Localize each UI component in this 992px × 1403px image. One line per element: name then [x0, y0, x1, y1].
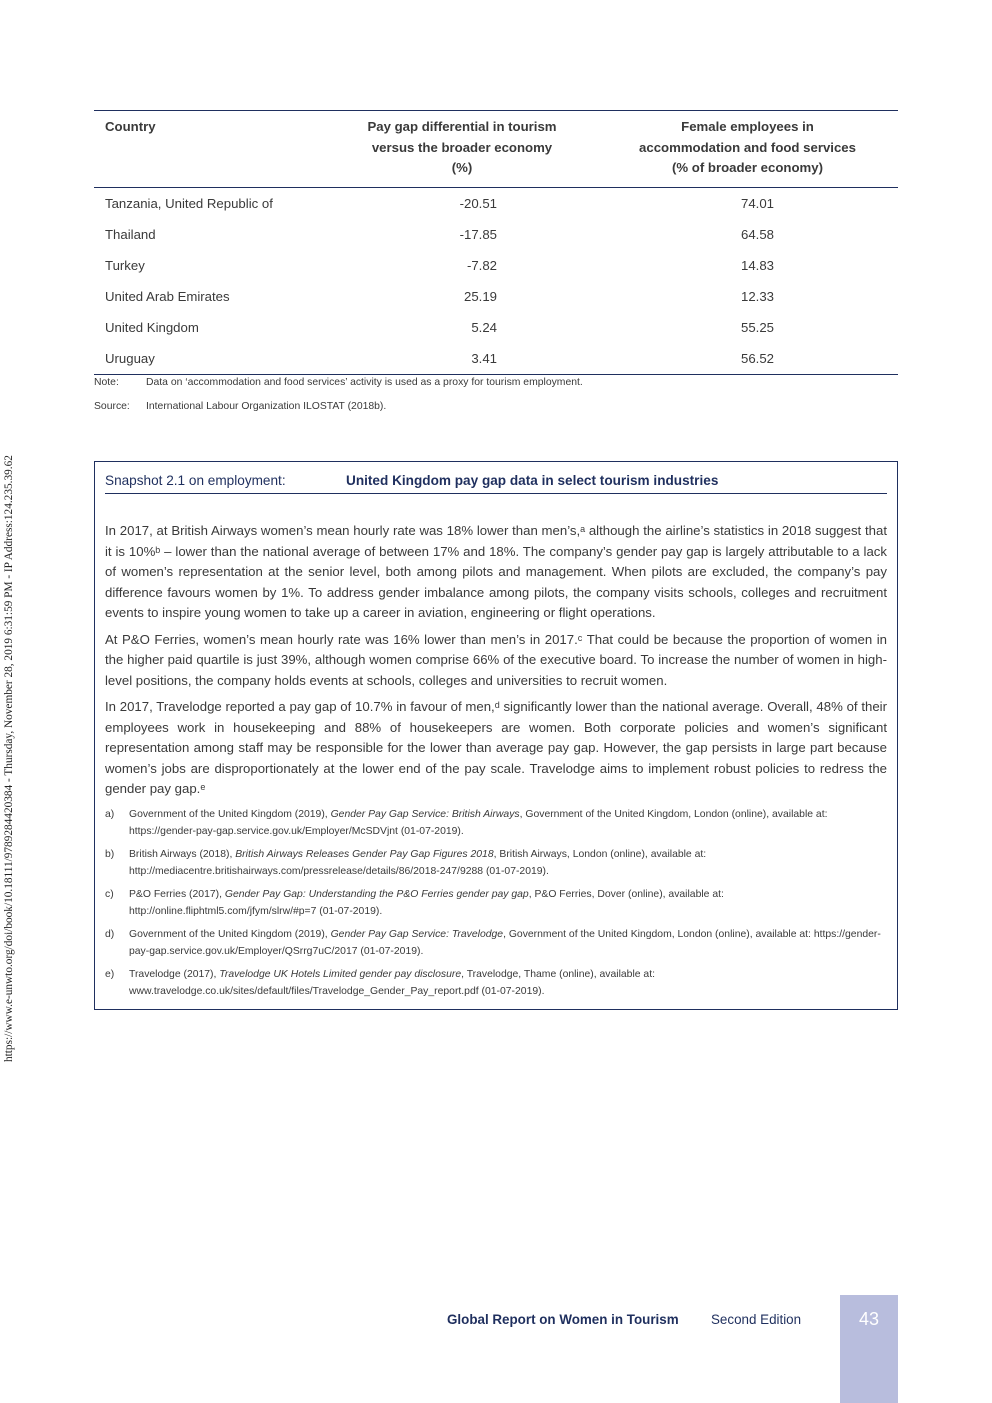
- snapshot-body: [105, 521, 887, 806]
- table-note: [94, 377, 583, 388]
- footnote-item: c) P&O Ferries (2017), Gender Pay Gap: Understanding the P&O Ferries gender pay gap, P&O Ferries, Dover (online), available at: http://online.fliphtml5.com/jfym/slrw/#p=7 (01-07-2019).: [105, 889, 724, 917]
- cell-female: 74.01: [740, 195, 774, 211]
- cell-pay-gap: 3.41: [327, 343, 597, 375]
- cell-female: 56.52: [597, 343, 898, 375]
- cell-female: 64.58: [740, 226, 774, 242]
- snapshot-box: [94, 461, 898, 1010]
- source-text: International Labour Organization ILOSTAT (2018b).: [146, 401, 387, 412]
- cell-pay-gap: 5.24: [471, 320, 497, 336]
- table-row: [94, 187, 898, 219]
- source-label: Source:: [94, 401, 130, 412]
- cell-country: United Arab Emirates: [105, 288, 230, 304]
- cell-pay-gap: -17.85: [459, 226, 497, 242]
- table-row: [94, 250, 898, 281]
- paragraph-british-airways: In 2017, at British Airways women’s mean hourly rate was 18% lower than men’s,ᵃ although the airline’s statistics in 2018 suggest that it is 10%ᵇ – lower than the national average of between 17% and 18%. The company’s gender pay gap is largely attributable to a lack of women’s representation at the senior level, both among pilots and management. When pilots are excluded, the company’s pay difference favours women by 1%. To address gender imbalance among pilots, the company visits schools, colleges and recruitment events to inspire young women to take up a career in aviation, engineering or flight operations.: [105, 523, 887, 620]
- cell-pay-gap: 25.19: [463, 288, 497, 304]
- paragraph-travelodge: In 2017, Travelodge reported a pay gap of 10.7% in favour of men,ᵈ significantly lower than the national average. Overall, 48% of their employees work in housekeeping and 88% of housekeepers are women. Both corporate policies and women’s significant representation among staff may be responsible for the lower than average pay gap. However, the gap persists in large part because women’s jobs are disproportionately at the lower end of the pay scale. Travelodge aims to implement robust policies to redress the gender pay gap.ᵉ: [105, 699, 887, 796]
- note-text: Data on ‘accommodation and food services’ activity is used as a proxy for tourism employment.: [146, 377, 583, 388]
- cell-country: Uruguay: [94, 343, 327, 375]
- cell-female: 55.25: [740, 320, 774, 336]
- cell-country: Thailand: [105, 226, 156, 242]
- snapshot-header: [105, 473, 887, 494]
- snapshot-label: Snapshot 2.1 on employment:: [105, 473, 286, 488]
- side-watermark-url: https://www.e-unwto.org/doi/book/10.18111/9789284420384 - Thursday, November 28, 2019 6:31:59 PM - IP Address:124.235.39.62: [3, 455, 15, 1062]
- cell-pay-gap: -20.51: [459, 195, 497, 211]
- table-source: [94, 401, 386, 412]
- table-header-row: [94, 111, 898, 188]
- footnote-item: d) Government of the United Kingdom (2019), Gender Pay Gap Service: Travelodge, Government of the United Kingdom, London (online), available at: https://gender-pay-gap.service.gov.uk/Employer/QSrrg7uC/2017 (01-07-2019).: [105, 929, 881, 957]
- cell-country: United Kingdom: [105, 320, 199, 336]
- snapshot-title: United Kingdom pay gap data in select tourism industries: [346, 473, 719, 488]
- pay-gap-table: [94, 110, 898, 375]
- cell-female: 14.83: [740, 257, 774, 273]
- footer-report-title: Global Report on Women in Tourism: [447, 1312, 679, 1327]
- table-row: [94, 312, 898, 343]
- table-row: [94, 219, 898, 250]
- footer-edition: Second Edition: [711, 1312, 802, 1327]
- footnote-item: e) Travelodge (2017), Travelodge UK Hotels Limited gender pay disclosure, Travelodge, Thame (online), available at: www.travelodge.co.uk/sites/default/files/Travelodge_Gender_Pay_report.pdf (01-07-2019).: [105, 969, 655, 997]
- header-country: Country: [94, 111, 327, 188]
- cell-country: Turkey: [105, 257, 145, 273]
- note-label: Note:: [94, 377, 119, 388]
- cell-country: Tanzania, United Republic of: [105, 195, 273, 211]
- snapshot-footnotes: [105, 806, 887, 1006]
- page-number-box: [840, 1295, 898, 1403]
- cell-pay-gap: -7.82: [466, 257, 497, 273]
- paragraph-po-ferries: At P&O Ferries, women’s mean hourly rate was 16% lower than men’s in 2017.ᶜ That could be because the proportion of women in the higher paid quartile is just 39%, although women comprise 66% of the executive board. To increase the number of women in high-level positions, the company holds events at schools, colleges and universities to recruit women.: [105, 631, 887, 688]
- table-row: [94, 343, 898, 375]
- footnote-item: b) British Airways (2018), British Airways Releases Gender Pay Gap Figures 2018, British Airways, London (online), available at: http://mediacentre.britishairways.com/pressrelease/details/86/2018-247/9288 (01-07-2019).: [105, 849, 707, 877]
- header-pay-gap: Pay gap differential in tourism versus the broader economy (%): [327, 111, 597, 188]
- footnote-item: a) Government of the United Kingdom (2019), Gender Pay Gap Service: British Airways, Government of the United Kingdom, London (online), available at: https://gender-pay-gap.service.gov.uk/Employer/McSDVjnt (01-07-2019).: [105, 809, 828, 837]
- table-row: [94, 281, 898, 312]
- page-number: 43: [858, 1309, 880, 1329]
- header-female-employees: Female employees in accommodation and food services (% of broader economy): [597, 111, 898, 188]
- cell-female: 12.33: [740, 288, 774, 304]
